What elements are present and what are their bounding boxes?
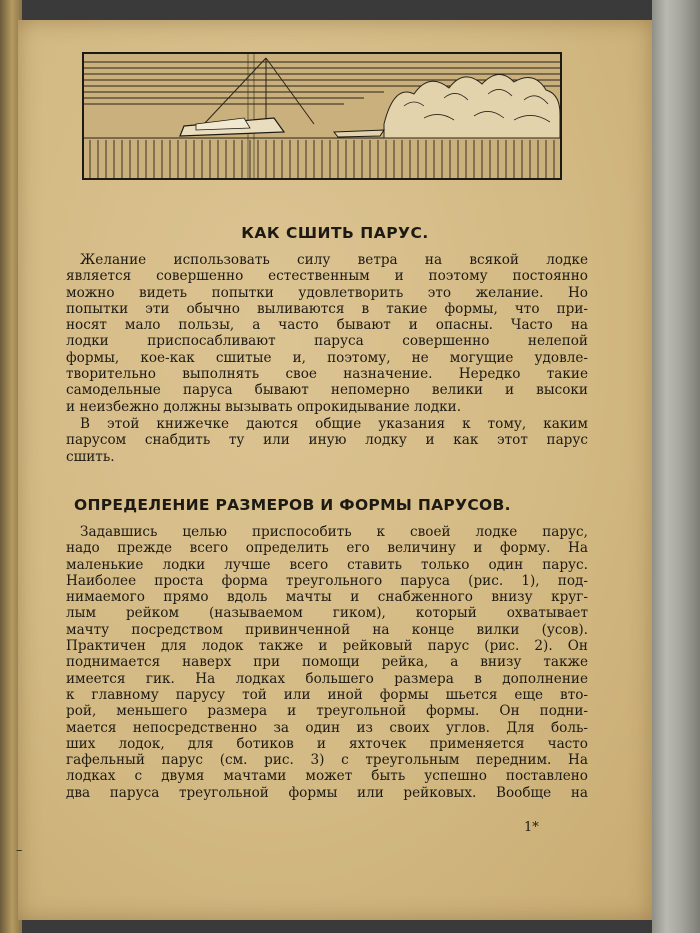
text-line: рой, меньшего размера и треугольной формы. Он подни- [66,703,588,720]
header-illustration [82,52,562,180]
text-line: поднимается наверх при помощи рейка, а внизу также [66,654,588,671]
text-line: Наиболее проста форма треугольного паруса (рис. 1), под- [66,572,588,589]
text-line: Практичен для лодок также и рейковый парус (рис. 2). Он [66,638,588,655]
text-line: В этой книжечке даются общие указания к тому, каким [80,416,588,432]
margin-mark: – [16,843,23,858]
text-line: является совершенно естественным и поэтому постоянно [66,268,588,285]
text-line: нимаемого прямо вдоль мачты и снабженного внизу круг- [66,589,588,606]
section-title-how-to-sew-sail: КАК СШИТЬ ПАРУС. [241,224,429,242]
section-title-sizes-and-shapes: ОПРЕДЕЛЕНИЕ РАЗМЕРОВ И ФОРМЫ ПАРУСОВ. [74,496,511,514]
text-line: Задавшись целью приспособить к своей лодке парус, [80,524,588,540]
text-line: сшить. [66,448,115,465]
text-line: попытки эти обычно выливаются в такие формы, что при- [66,300,588,317]
section1-paragraph2 [66,416,588,465]
river-sailboat-engraving-icon [84,54,560,178]
text-line: к главному парусу той или иной формы шьется еще вто- [66,686,588,703]
text-line: лым рейком (называемом гиком), который охватывает [66,605,588,622]
text-line: формы, кое-как сшитые и, поэтому, не могущие удовле- [66,349,588,366]
section1-paragraph1 [66,252,588,415]
text-line: ших лодок, для ботиков и яхточек применяется часто [66,735,588,752]
text-line: и неизбежно должны вызывать опрокидывание лодки. [66,398,462,415]
text-line: имеется гик. На лодках большего размера в дополнение [66,670,588,687]
text-line: лодки приспосабливают паруса совершенно нелепой [66,333,588,350]
text-line: творительно выполнять свое назначение. Нередко такие [66,366,588,383]
text-line: маленькие лодки лучше всего ставить только один парус. [66,556,588,573]
text-line: лодках с двумя мачтами может быть успешно поставлено [66,768,588,785]
text-line: мачту посредством привинченной на конце вилки (усов). [66,621,588,638]
text-line: самодельные паруса бывают непомерно велики и высоки [66,382,588,399]
text-line: можно видеть попытки удовлетворить это желание. Но [66,284,588,301]
text-line: два паруса треугольной формы или рейковых. Вообще на [66,784,588,801]
text-line: надо прежде всего определить его величину и форму. На [66,540,588,557]
book-page [18,20,652,920]
text-line: носят мало пользы, а часто бывают и опасны. Часто на [66,317,588,334]
text-line: мается непосредственно за один из своих углов. Для боль- [66,719,588,736]
text-line: гафельный парус (см. рис. 3) с треугольным передним. На [66,752,588,769]
text-line: парусом снабдить ту или иную лодку и как этот парус [66,432,588,449]
text-line: Желание использовать силу ветра на всякой лодке [80,252,588,268]
section2-paragraph1 [66,524,588,801]
page-number: 1* [524,820,539,835]
book-cover-right [652,0,700,933]
